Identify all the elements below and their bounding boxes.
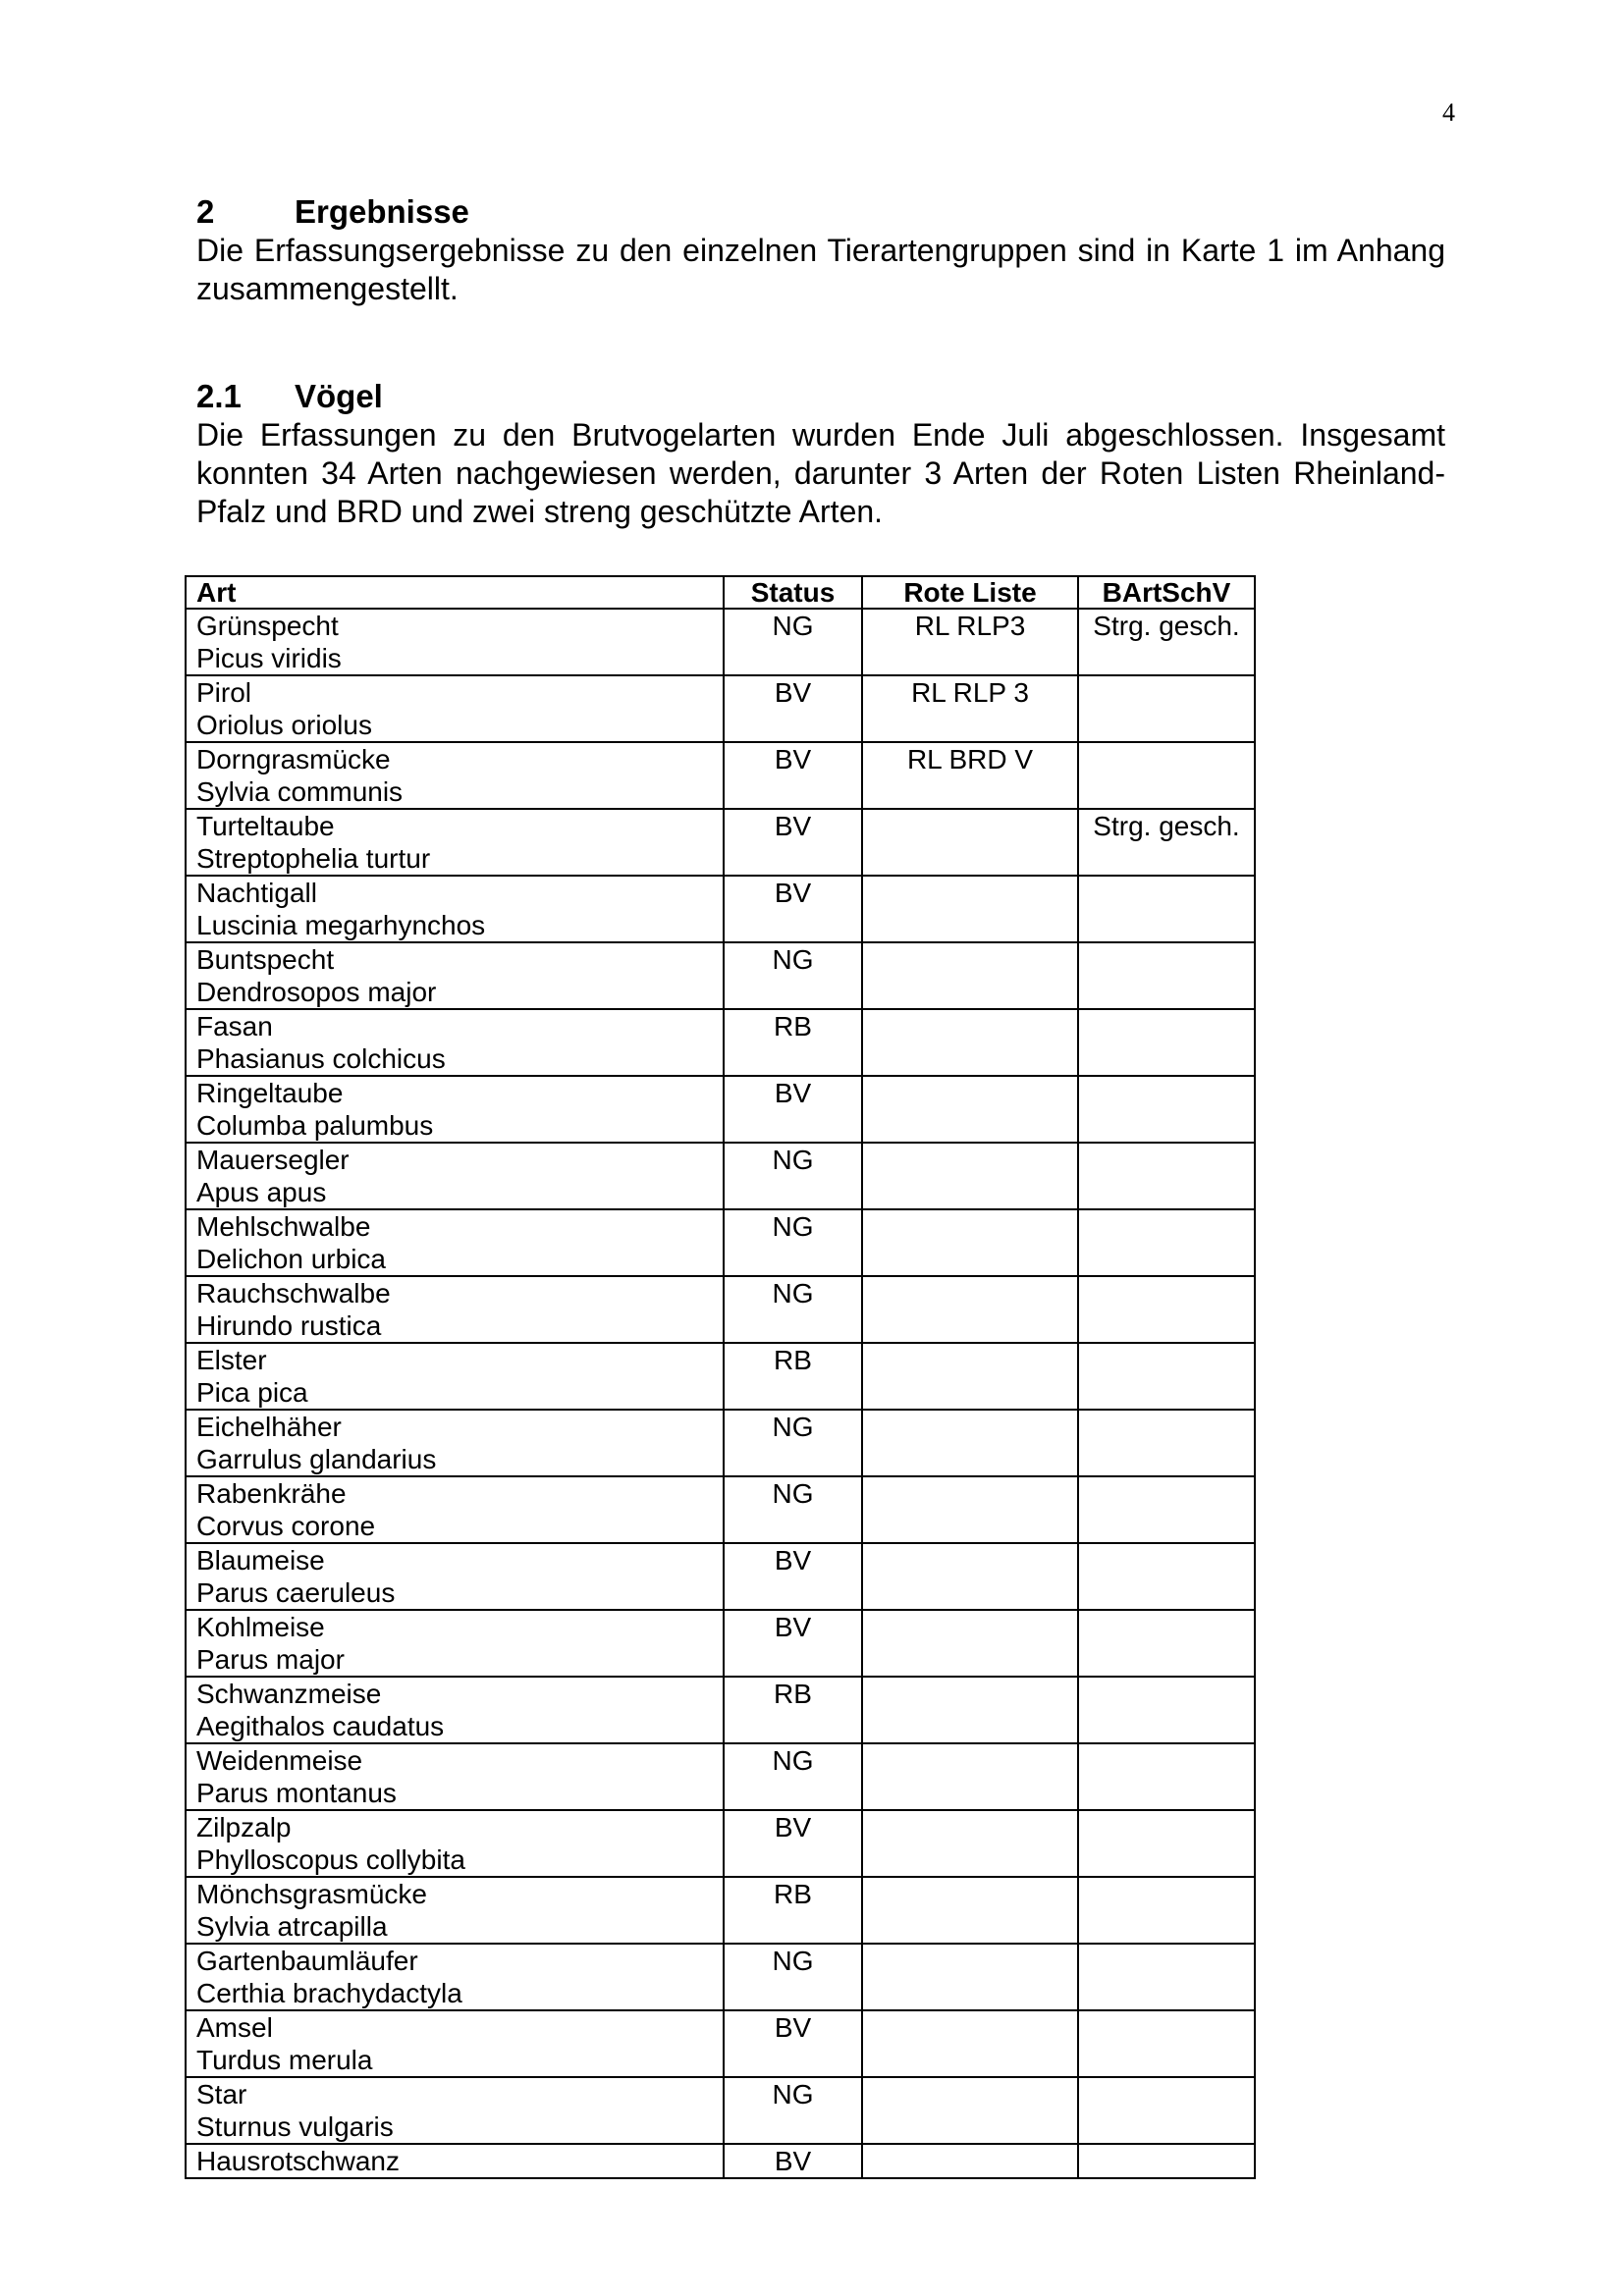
cell-art [186, 2144, 724, 2178]
cell-rote-liste [862, 1209, 1078, 1276]
table-row [186, 742, 1255, 809]
cell-rote-liste [862, 1410, 1078, 1476]
cell-art [186, 876, 724, 942]
table-row [186, 1743, 1255, 1810]
cell-art [186, 2077, 724, 2144]
species-latin-name: Corvus corone [196, 1511, 376, 1541]
species-common-name: Blaumeise [196, 1545, 325, 1575]
cell-rote-liste [862, 1610, 1078, 1677]
species-common-name: Buntspecht [196, 944, 335, 975]
species-common-name: Amsel [196, 2012, 273, 2043]
cell-bartschv [1078, 1343, 1255, 1410]
species-common-name: Rabenkrähe [196, 1478, 347, 1509]
cell-art [186, 1610, 724, 1677]
species-common-name: Mehlschwalbe [196, 1211, 371, 1242]
species-common-name: Zilpzalp [196, 1812, 292, 1842]
species-common-name: Gartenbaumläufer [196, 1946, 418, 1976]
cell-art [186, 1076, 724, 1143]
cell-rote-liste [862, 2144, 1078, 2178]
cell-art [186, 675, 724, 742]
cell-bartschv [1078, 1610, 1255, 1677]
section-2-1-number: 2.1 [196, 378, 242, 414]
cell-art [186, 1944, 724, 2010]
cell-status: NG [724, 609, 862, 675]
species-latin-name: Oriolus oriolus [196, 710, 372, 740]
cell-art [186, 1743, 724, 1810]
cell-rote-liste [862, 1810, 1078, 1877]
cell-rote-liste [862, 809, 1078, 876]
cell-art [186, 1410, 724, 1476]
cell-art [186, 1009, 724, 1076]
cell-status: BV [724, 675, 862, 742]
cell-art [186, 1276, 724, 1343]
species-common-name: Mauersegler [196, 1145, 350, 1175]
cell-rote-liste [862, 1877, 1078, 1944]
species-common-name: Pirol [196, 677, 252, 708]
cell-status: BV [724, 809, 862, 876]
cell-bartschv [1078, 675, 1255, 742]
table-row [186, 1944, 1255, 2010]
page-content [196, 192, 1445, 531]
cell-status: NG [724, 1410, 862, 1476]
table-row [186, 1009, 1255, 1076]
cell-status: BV [724, 1543, 862, 1610]
cell-bartschv [1078, 1677, 1255, 1743]
section-2-1-paragraph: Die Erfassungen zu den Brutvogelarten wurden Ende Juli abgeschlossen. Insgesamt konnten 34 Arten nachgewiesen werden, darunter 3 Arten der Roten Listen Rheinland-Pfalz und BRD und zwei streng geschützte Arten. [196, 417, 1445, 529]
cell-bartschv [1078, 1076, 1255, 1143]
cell-rote-liste [862, 1677, 1078, 1743]
page-number: 4 [1442, 98, 1455, 127]
cell-art [186, 742, 724, 809]
cell-status: BV [724, 2010, 862, 2077]
cell-rote-liste [862, 1476, 1078, 1543]
species-latin-name: Aegithalos caudatus [196, 1711, 445, 1741]
section-2-number: 2 [196, 193, 215, 230]
header-art: Art [186, 576, 724, 609]
cell-bartschv: Strg. gesch. [1078, 809, 1255, 876]
species-common-name: Schwanzmeise [196, 1679, 382, 1709]
cell-art [186, 1476, 724, 1543]
section-2-title: Ergebnisse [295, 193, 469, 230]
cell-art [186, 1677, 724, 1743]
table-row [186, 1276, 1255, 1343]
cell-status: RB [724, 1677, 862, 1743]
species-latin-name: Pica pica [196, 1377, 308, 1408]
cell-art [186, 1209, 724, 1276]
cell-status: NG [724, 1743, 862, 1810]
cell-bartschv [1078, 1209, 1255, 1276]
species-latin-name: Delichon urbica [196, 1244, 386, 1274]
table-row [186, 1343, 1255, 1410]
species-common-name: Grünspecht [196, 611, 339, 641]
table-row [186, 609, 1255, 675]
cell-art [186, 609, 724, 675]
cell-bartschv [1078, 1476, 1255, 1543]
cell-bartschv [1078, 1276, 1255, 1343]
table-row [186, 1076, 1255, 1143]
cell-bartschv [1078, 1410, 1255, 1476]
cell-bartschv [1078, 1543, 1255, 1610]
cell-art [186, 1343, 724, 1410]
species-latin-name: Turdus merula [196, 2045, 373, 2075]
table-row [186, 1810, 1255, 1877]
species-common-name: Eichelhäher [196, 1412, 342, 1442]
cell-status: NG [724, 942, 862, 1009]
table-row [186, 1410, 1255, 1476]
cell-bartschv [1078, 1009, 1255, 1076]
species-latin-name: Sylvia atrcapilla [196, 1911, 388, 1942]
header-rote-liste: Rote Liste [862, 576, 1078, 609]
cell-status: BV [724, 1810, 862, 1877]
cell-status: NG [724, 1944, 862, 2010]
cell-rote-liste [862, 2077, 1078, 2144]
cell-rote-liste [862, 1743, 1078, 1810]
cell-bartschv [1078, 2077, 1255, 2144]
cell-rote-liste [862, 2010, 1078, 2077]
cell-bartschv [1078, 876, 1255, 942]
cell-rote-liste [862, 1543, 1078, 1610]
cell-rote-liste [862, 1343, 1078, 1410]
table-row [186, 1610, 1255, 1677]
cell-bartschv [1078, 1944, 1255, 2010]
cell-bartschv [1078, 2144, 1255, 2178]
cell-rote-liste: RL RLP 3 [862, 675, 1078, 742]
species-table [185, 575, 1256, 2179]
section-2-paragraph: Die Erfassungsergebnisse zu den einzelnen Tierartengruppen sind in Karte 1 im Anhang zusammengestellt. [196, 233, 1445, 306]
species-common-name: Mönchsgrasmücke [196, 1879, 427, 1909]
table-row [186, 1143, 1255, 1209]
cell-bartschv [1078, 1743, 1255, 1810]
cell-bartschv [1078, 742, 1255, 809]
cell-art [186, 1543, 724, 1610]
cell-rote-liste [862, 942, 1078, 1009]
species-latin-name: Garrulus glandarius [196, 1444, 437, 1474]
cell-status: BV [724, 1610, 862, 1677]
cell-bartschv [1078, 1143, 1255, 1209]
species-latin-name: Apus apus [196, 1177, 327, 1207]
species-latin-name: Luscinia megarhynchos [196, 910, 486, 940]
cell-art [186, 2010, 724, 2077]
species-common-name: Star [196, 2079, 247, 2109]
section-2-1-title: Vögel [295, 378, 383, 414]
species-latin-name: Parus caeruleus [196, 1577, 396, 1608]
species-latin-name: Streptophelia turtur [196, 843, 431, 874]
species-latin-name: Parus montanus [196, 1778, 397, 1808]
cell-rote-liste [862, 1944, 1078, 2010]
table-row [186, 809, 1255, 876]
cell-rote-liste [862, 1276, 1078, 1343]
species-common-name: Dorngrasmücke [196, 744, 391, 774]
table-row [186, 2010, 1255, 2077]
species-common-name: Turteltaube [196, 811, 335, 841]
cell-status: NG [724, 1143, 862, 1209]
cell-art [186, 1143, 724, 1209]
cell-status: RB [724, 1009, 862, 1076]
species-latin-name: Parus major [196, 1644, 345, 1675]
table-row [186, 1209, 1255, 1276]
cell-rote-liste [862, 1143, 1078, 1209]
cell-status: RB [724, 1877, 862, 1944]
cell-status: BV [724, 2144, 862, 2178]
cell-bartschv: Strg. gesch. [1078, 609, 1255, 675]
cell-art [186, 1810, 724, 1877]
cell-status: RB [724, 1343, 862, 1410]
cell-art [186, 1877, 724, 1944]
species-common-name: Hausrotschwanz [196, 2146, 400, 2176]
cell-art [186, 942, 724, 1009]
cell-status: NG [724, 1276, 862, 1343]
cell-bartschv [1078, 1810, 1255, 1877]
table-row [186, 1476, 1255, 1543]
species-common-name: Nachtigall [196, 878, 317, 908]
table-row [186, 1543, 1255, 1610]
cell-rote-liste: RL BRD V [862, 742, 1078, 809]
header-status: Status [724, 576, 862, 609]
table-row [186, 675, 1255, 742]
table-row [186, 1877, 1255, 1944]
cell-status: NG [724, 2077, 862, 2144]
species-latin-name: Sturnus vulgaris [196, 2111, 394, 2142]
species-latin-name: Dendrosopos major [196, 977, 437, 1007]
species-latin-name: Sylvia communis [196, 776, 404, 807]
cell-status: NG [724, 1209, 862, 1276]
cell-rote-liste [862, 1076, 1078, 1143]
cell-rote-liste [862, 876, 1078, 942]
table-row [186, 2144, 1255, 2178]
cell-bartschv [1078, 2010, 1255, 2077]
section-2-1-heading [196, 377, 1445, 416]
species-latin-name: Columba palumbus [196, 1110, 434, 1141]
cell-status: BV [724, 1076, 862, 1143]
cell-status: NG [724, 1476, 862, 1543]
table-row [186, 2077, 1255, 2144]
species-latin-name: Phasianus colchicus [196, 1043, 446, 1074]
species-latin-name: Certhia brachydactyla [196, 1978, 462, 2008]
cell-bartschv [1078, 1877, 1255, 1944]
table-row [186, 876, 1255, 942]
species-common-name: Kohlmeise [196, 1612, 325, 1642]
table-body [186, 609, 1255, 2178]
cell-rote-liste [862, 1009, 1078, 1076]
species-latin-name: Hirundo rustica [196, 1310, 382, 1341]
species-common-name: Elster [196, 1345, 267, 1375]
cell-bartschv [1078, 942, 1255, 1009]
table-header-row [186, 576, 1255, 609]
cell-status: BV [724, 742, 862, 809]
header-bartschv: BArtSchV [1078, 576, 1255, 609]
species-latin-name: Picus viridis [196, 643, 342, 673]
species-common-name: Fasan [196, 1011, 273, 1041]
table-row [186, 942, 1255, 1009]
cell-rote-liste: RL RLP3 [862, 609, 1078, 675]
species-latin-name: Phylloscopus collybita [196, 1844, 465, 1875]
species-common-name: Ringeltaube [196, 1078, 344, 1108]
cell-art [186, 809, 724, 876]
species-common-name: Rauchschwalbe [196, 1278, 391, 1308]
species-common-name: Weidenmeise [196, 1745, 363, 1776]
cell-status: BV [724, 876, 862, 942]
table-row [186, 1677, 1255, 1743]
section-2-heading [196, 192, 1445, 232]
